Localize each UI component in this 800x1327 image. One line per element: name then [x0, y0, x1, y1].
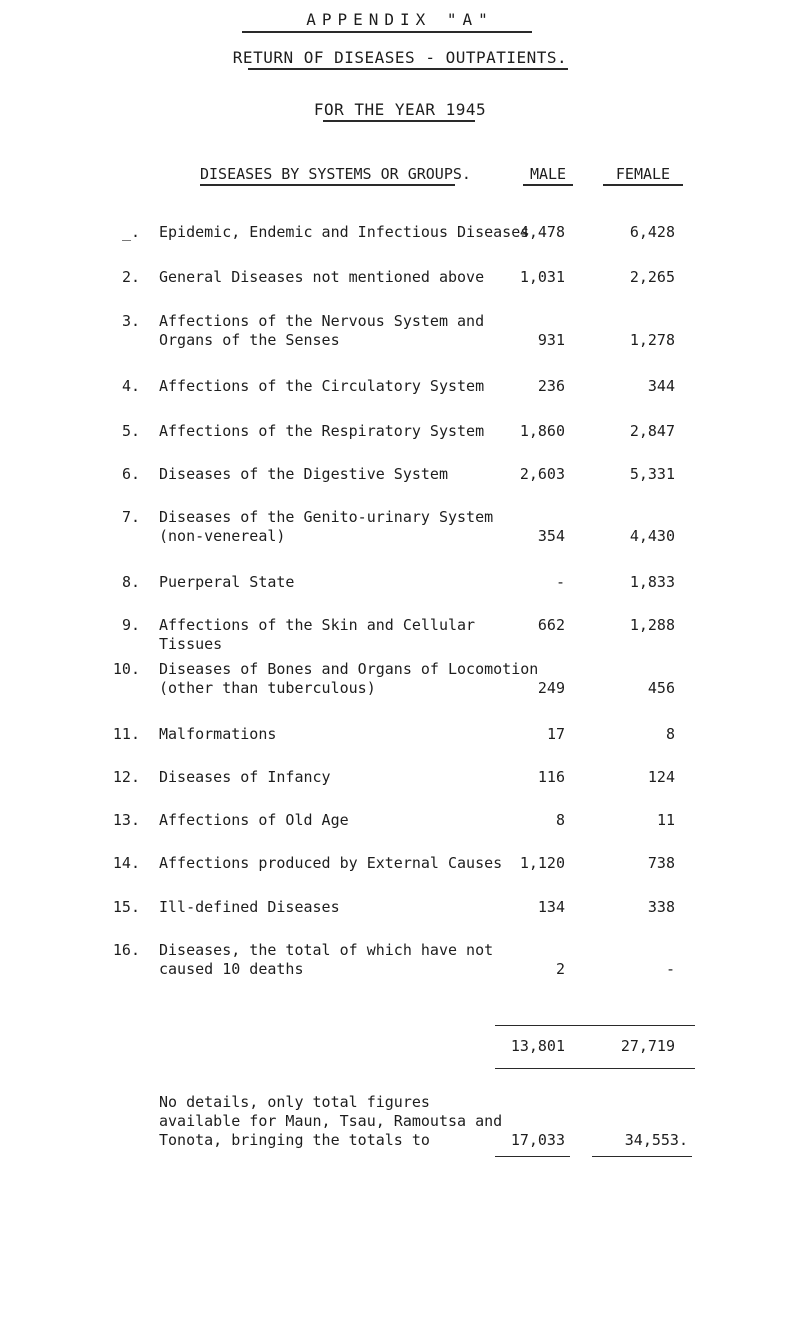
totals-top-rule — [495, 1025, 695, 1026]
row-number: 4. — [121, 377, 140, 395]
document-title: RETURN OF DISEASES - OUTPATIENTS. — [232, 48, 568, 67]
row-male-count: 1,860 — [519, 422, 565, 440]
row-description: Diseases of Bones and Organs of Locomotion (other than tuberculous) — [159, 660, 539, 697]
appendix-underline — [242, 31, 532, 33]
groups-header-underline — [200, 184, 455, 186]
row-female-count: 124 — [647, 768, 675, 786]
row-description: General Diseases not mentioned above — [159, 268, 485, 286]
row-female-count: 1,278 — [629, 331, 675, 349]
female-column-header: FEMALE — [615, 165, 671, 183]
row-female-count: 1,288 — [629, 616, 675, 634]
row-female-count: 338 — [647, 898, 675, 916]
appendix-heading: APPENDIX "A" — [306, 10, 494, 29]
grand-male-underline — [495, 1156, 570, 1157]
row-number: 9. — [121, 616, 140, 634]
row-male-count: 2,603 — [519, 465, 565, 483]
row-male-count: 116 — [537, 768, 565, 786]
row-number: 14. — [112, 854, 140, 872]
row-female-count: 2,847 — [629, 422, 675, 440]
grand-totals-row — [0, 1093, 800, 1173]
row-female-count: 1,833 — [629, 573, 675, 591]
row-number: 6. — [121, 465, 140, 483]
groups-column-header: DISEASES BY SYSTEMS OR GROUPS. — [200, 165, 471, 183]
row-description: Puerperal State — [159, 573, 295, 591]
row-number: 15. — [112, 898, 140, 916]
row-male-count: 17 — [546, 725, 565, 743]
row-description: Affections of the Circulatory System — [159, 377, 485, 395]
row-male-count: 1,031 — [519, 268, 565, 286]
row-number: 16. — [112, 941, 140, 959]
total-female: 27,719 — [620, 1037, 675, 1055]
row-number: 5. — [121, 422, 140, 440]
row-female-count: 456 — [647, 679, 675, 697]
row-female-count: 8 — [665, 725, 675, 743]
row-male-count: 2 — [555, 960, 565, 978]
row-number: 12. — [112, 768, 140, 786]
row-description: Affections of the Nervous System and Organs of the Senses — [159, 312, 485, 349]
row-male-count: 236 — [537, 377, 565, 395]
row-number: 7. — [121, 508, 140, 526]
row-male-count: - — [555, 573, 565, 591]
row-description: Ill-defined Diseases — [159, 898, 340, 916]
grand-totals-note: No details, only total figures available for Maun, Tsau, Ramoutsa and Tonota, bringing the totals to — [159, 1093, 503, 1149]
row-number: 2. — [121, 268, 140, 286]
row-female-count: 344 — [647, 377, 675, 395]
row-female-count: 6,428 — [629, 223, 675, 241]
grand-total-male: 17,033 — [510, 1131, 565, 1149]
row-female-count: 5,331 — [629, 465, 675, 483]
totals-bottom-rule — [495, 1068, 695, 1069]
row-description: Diseases of Infancy — [159, 768, 331, 786]
row-description: Affections of the Skin and Cellular Tissues — [159, 616, 476, 653]
row-male-count: 4,478 — [519, 223, 565, 241]
row-female-count: 4,430 — [629, 527, 675, 545]
row-description: Affections of the Respiratory System — [159, 422, 485, 440]
row-male-count: 662 — [537, 616, 565, 634]
row-number: 13. — [112, 811, 140, 829]
total-male: 13,801 — [510, 1037, 565, 1055]
document-subtitle: FOR THE YEAR 1945 — [313, 100, 487, 119]
row-male-count: 1,120 — [519, 854, 565, 872]
row-male-count: 354 — [537, 527, 565, 545]
row-male-count: 134 — [537, 898, 565, 916]
row-description: Affections of Old Age — [159, 811, 349, 829]
row-male-count: 931 — [537, 331, 565, 349]
row-description: Affections produced by External Causes — [159, 854, 503, 872]
row-female-count: - — [665, 960, 675, 978]
title-underline — [248, 68, 568, 70]
row-description: Epidemic, Endemic and Infectious Diseases — [159, 223, 530, 241]
row-description: Diseases of the Genito-urinary System (non-venereal) — [159, 508, 494, 545]
row-male-count: 249 — [537, 679, 565, 697]
male-column-header: MALE — [529, 165, 567, 183]
row-number: _. — [121, 223, 140, 241]
row-female-count: 738 — [647, 854, 675, 872]
grand-female-underline — [592, 1156, 692, 1157]
row-number: 8. — [121, 573, 140, 591]
row-number: 10. — [112, 660, 140, 678]
row-male-count: 8 — [555, 811, 565, 829]
row-number: 3. — [121, 312, 140, 330]
male-header-underline — [523, 184, 573, 186]
row-female-count: 11 — [656, 811, 675, 829]
row-female-count: 2,265 — [629, 268, 675, 286]
subtitle-underline — [323, 120, 475, 122]
row-description: Diseases of the Digestive System — [159, 465, 448, 483]
row-number: 11. — [112, 725, 140, 743]
female-header-underline — [603, 184, 683, 186]
grand-total-female: 34,553. — [624, 1131, 688, 1149]
row-description: Diseases, the total of which have not caused 10 deaths — [159, 941, 494, 978]
row-description: Malformations — [159, 725, 277, 743]
